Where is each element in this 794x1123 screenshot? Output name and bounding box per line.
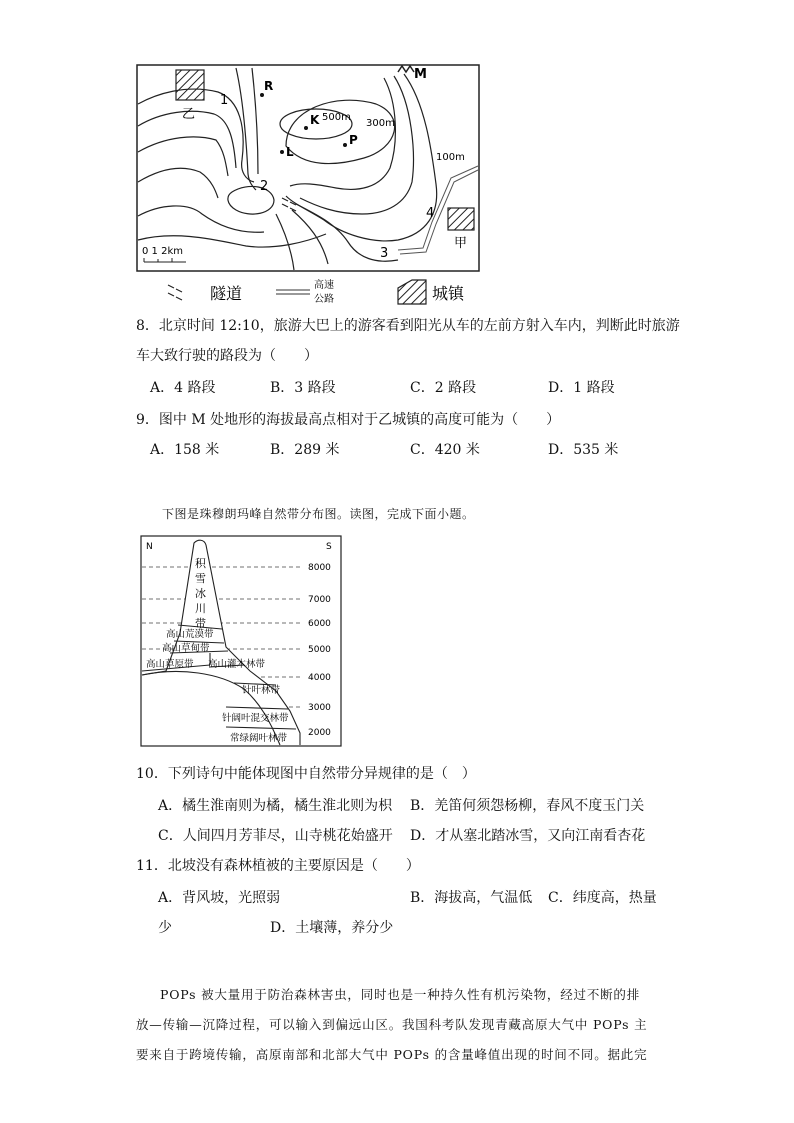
elev-8000: 8000 — [308, 563, 331, 573]
town-yi-icon — [176, 70, 204, 100]
q11-option-c-cont: 少 — [158, 920, 172, 936]
zone-steppe-label: 高山草原带 — [146, 659, 194, 670]
q11-option-c: C．纬度高，热量 — [548, 890, 657, 906]
legend-tunnel-label: 隧道 — [210, 284, 243, 303]
contour-100-label: 100m — [436, 152, 465, 163]
legend-town-label: 城镇 — [432, 284, 465, 303]
zone-desert-label: 高山荒漠带 — [166, 629, 214, 640]
legend-tunnel-icon — [168, 285, 182, 300]
passage-line2: 放—传输—沉降过程，可以输入到偏远山区。我国科考队发现青藏高原大气中 POPs 主 — [136, 1017, 648, 1032]
elev-7000: 7000 — [308, 595, 331, 605]
q8-option-c: C．2 路段 — [410, 380, 477, 396]
scale-bar — [140, 242, 208, 266]
elev-2000: 2000 — [308, 728, 331, 738]
segment-4-label: 4 — [426, 206, 435, 221]
point-m-label: M — [414, 67, 427, 82]
q10-option-a: A．橘生淮南则为橘，橘生淮北则为枳 — [158, 798, 393, 814]
q11-stem: 11．北坡没有森林植被的主要原因是（ ） — [136, 858, 420, 874]
town-jia-label: 甲 — [454, 236, 468, 251]
q8-option-d: D．1 路段 — [548, 380, 615, 396]
point-k-label: K — [310, 113, 320, 127]
contour-map — [136, 64, 480, 272]
zone-snow-char-3: 冰 — [195, 587, 206, 600]
q9-stem: 9．图中 M 处地形的海拔最高点相对于乙城镇的高度可能为（ ） — [136, 412, 561, 428]
passage-line1: POPs 被大量用于防治森林害虫，同时也是一种持久性有机污染物，经过不断的排 — [160, 987, 641, 1002]
legend-highway-label-2: 公路 — [314, 294, 334, 305]
q9-option-b: B．289 米 — [270, 442, 340, 458]
q8-stem-line1: 8．北京时间 12:10，旅游大巴上的游客看到阳光从车的左前方射入车内，判断此时旅游 — [136, 318, 680, 334]
legend-highway-label-1: 高速 — [314, 280, 334, 291]
point-p-marker — [343, 143, 347, 147]
scale-label: 0 1 2km — [142, 246, 183, 257]
q10-option-d: D．才从塞北踏冰雪，又向江南看杏花 — [410, 828, 646, 844]
elev-4000: 4000 — [308, 673, 331, 683]
q11-option-b: B．海拔高，气温低 — [410, 890, 533, 906]
point-l-marker — [280, 150, 284, 154]
zone-snow-char-2: 雪 — [195, 572, 206, 585]
q8-option-a: A．4 路段 — [150, 380, 216, 396]
intro-everest: 下图是珠穆朗玛峰自然带分布图。读图，完成下面小题。 — [162, 507, 475, 521]
zone-conifer-label: 针叶林带 — [242, 685, 281, 696]
point-k-marker — [304, 126, 308, 130]
q10-stem: 10．下列诗句中能体现图中自然带分异规律的是（ ） — [136, 766, 476, 782]
zone-mixed-label: 针阔叶混交林带 — [222, 713, 289, 724]
map-legend — [150, 276, 480, 308]
legend-highway-icon — [276, 290, 310, 294]
label-north: N — [146, 542, 153, 552]
label-south: S — [326, 542, 332, 552]
passage-line3: 要来自于跨境传输，高原南部和北部大气中 POPs 的含量峰值出现的时间不同。据此完 — [136, 1047, 648, 1062]
q10-option-b: B．羌笛何须怨杨柳，春风不度玉门关 — [410, 798, 645, 814]
elev-5000: 5000 — [308, 645, 331, 655]
segment-2-label: 2 — [260, 179, 269, 194]
zone-meadow-label: 高山草甸带 — [162, 643, 210, 654]
town-jia-icon — [448, 208, 474, 230]
elev-3000: 3000 — [308, 703, 331, 713]
q8-option-b: B．3 路段 — [270, 380, 336, 396]
everest-zone-diagram — [140, 535, 342, 747]
zone-snow-char-5: 带 — [195, 617, 206, 630]
zone-snow-char-4: 川 — [195, 602, 206, 615]
point-l-label: L — [286, 145, 294, 159]
contour-500-label: 500m — [322, 112, 351, 123]
zone-snow-char-1: 积 — [195, 557, 206, 570]
point-p-label: P — [349, 133, 358, 147]
town-yi-label: 乙 — [182, 107, 196, 122]
elev-6000: 6000 — [308, 619, 331, 629]
segment-1-label: 1 — [220, 93, 229, 108]
zone-evergreen-label: 常绿阔叶林带 — [230, 733, 288, 744]
q9-option-d: D．535 米 — [548, 442, 619, 458]
legend-town-icon — [398, 280, 426, 304]
q11-option-d: D．土壤薄，养分少 — [270, 920, 394, 936]
q9-option-a: A．158 米 — [150, 442, 220, 458]
q9-option-c: C．420 米 — [410, 442, 480, 458]
zone-shrub-label: 高山灌木林带 — [208, 659, 266, 670]
point-r-label: R — [264, 79, 274, 93]
q10-option-c: C．人间四月芳菲尽，山寺桃花始盛开 — [158, 828, 393, 844]
segment-3-label: 3 — [380, 246, 389, 261]
q8-stem-line2: 车大致行驶的路段为（ ） — [136, 348, 318, 364]
contour-300-label: 300m — [366, 118, 395, 129]
point-r-marker — [260, 93, 264, 97]
q11-option-a: A．背风坡，光照弱 — [158, 890, 281, 906]
